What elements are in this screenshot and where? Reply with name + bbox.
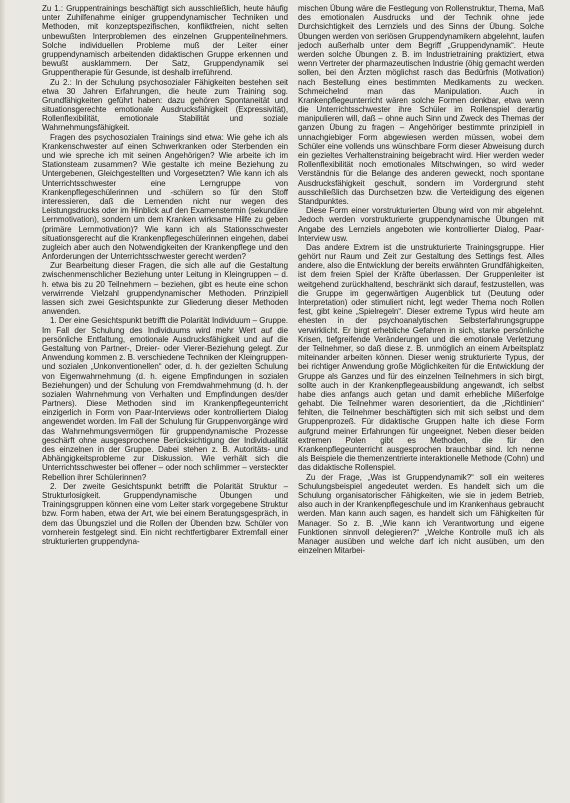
paragraph: Zu der Frage, „Was ist Gruppendynamik?“ soll ein weiteres Schulungsbeispiel angedeutet werden. Es handelt sich um die Schulung organisatorischer Fähigkeiten, wie sie in jedem Betrieb, also auch in der Krankenpflegeschule und im Krankenhaus gebraucht werden. Man kann auch sagen, es handelt sich um Fähigkeiten für Manager. So z. B. „Wie kann ich Verantwortung und eigene Funktionen sinnvoll delegieren?“ „Welche Kontrolle muß ich als Manager ausüben und welche darf ich nicht ausüben, um den einzelnen Mitarbei- <box>298 472 544 556</box>
page-edge-shadow <box>0 0 6 803</box>
paragraph: 1. Der eine Gesichtspunkt betrifft die Polarität Individuum – Gruppe. Im Fall der Schulung des Individuums wird mehr Wert auf die persönliche Entfaltung, emotionale Ausdrucksfähigkeit und auf die Gestaltung von Partner-, Dreier- oder Vierer-Beziehung gelegt. Zur Anwendung kommen z. B. verschiedene Techniken der Kleingruppen- und sozialen „Unkonventionellen“ oder, d. h. der gezielten Schulung von Eigenwahrnehmung (d. h. eigene Empfindungen in sozialen Beziehungen) und der Schulung von Fremdwahrnehmung (d. h. der sozialen Wahrnehmung von Verhalten und Empfindungen des/der Partners). Diese Methoden sind im Krankenpflegeunterricht einzigerlich in Form von Paar-Interviews oder kontrolliertem Dialog angewendet worden. Im Fall der Schulung für Gruppenvorgänge wird das Wahrnehmungsvermögen für gruppendynamische Prozesse geschärft ohne ausgesprochene Berücksichtigung der Individualität des einzelnen in der Gruppe. Dabei stehen z. B. Autoritäts- und Abhängigkeitsprobleme zur Diskussion. Wie verhält sich die Unterrichtsschwester bei offener – oder noch schlimmer – versteckter Rebellion ihrer Schülerinnen? <box>42 316 288 482</box>
paragraph: Zu 2.: In der Schulung psychosozialer Fähigkeiten bestehen seit etwa 30 Jahren Erfahrungen, die heute zum Training sog. Grundfähigkeiten geführt haben: dazu gehören Spontaneität und situationsgerechte emotionale Ausdrucksfähigkeit (Expressivität), Rollenflexibilität, emotionale Stabilität und soziale Wahrnehmungsfähigkeit. <box>42 77 288 133</box>
paragraph: Das andere Extrem ist die unstrukturierte Trainingsgruppe. Hier gehört nur Raum und Zeit zur Gestaltung des Settings fest. Alles andere, also die Entwicklung der bereits erwähnten Grundfähigkeiten, ist dem freien Spiel der Kräfte überlassen. Der Gruppenleiter ist weitgehend zurückhaltend, beschränkt sich darauf, festzustellen, was die Gruppe im gegenwärtigen Augenblick tut (Deutung oder Interpretation) oder stimuliert nicht, legt weder Thema noch Rollen fest, gibt keine „Spielregeln“. Dieser extreme Typus wird heute am ehesten in der psychoanalytischen Selbsterfahrungsgruppe verwirklicht. Er birgt erhebliche Gefahren in sich, starke persönliche Krisen, tiefgreifende Veränderungen und die emotionale Verletzung der Teilnehmer, so daß diese z. B. unmöglich an einem Arbeitsplatz miteinander arbeiten können. Dieser wenig strukturierte Typus, der bei richtiger Anwendung große Möglichkeiten für die Entwicklung der Gruppe als Ganzes und für des einzelnen Teilnehmers in sich birgt, sollte auch in der Krankenpflegeausbildung angewandt, ich selbst habe dies anfangs auch getan und damit erhebliche Mißerfolge gehabt. Die Teilnehmer waren desorientiert, da die „Richtlinien“ fehlten, die Teilnehmer beschäftigten sich mit sich selbst und dem Gruppenprozeß. Für didaktische Gruppen halte ich diese Form aufgrund meiner Erfahrungen für ungeeignet. Neben dieser beiden extremen Polen gibt es Methoden, die für den Krankenpflegeunterricht ausgesprochen brauchbar sind. Ich nenne als Beispiele die themenzentrierte interaktionelle Methode (Cohn) und das didaktische Rollenspiel. <box>298 242 544 473</box>
paragraph: Fragen des psychosozialen Trainings sind etwa: Wie gehe ich als Krankenschwester auf einen Schwerkranken oder Sterbenden ein und wie spreche ich mit seinen Angehörigen? Wie arbeite ich im Stationsteam zusammen? Wie gestalte ich meine Beziehung zu Untergebenen, Gleichgestellten und Vorgesetzten? Wie kann ich als Unterrichtsschwester eine Lerngruppe von Krankenpflegeschülerinnen und -schülern so für den Stoff interessieren, daß die Lernenden nicht nur wegen des Leistungsdrucks oder im Hinblick auf den Examenstermin (sekundäre Lernmotivation), sondern um dem Kranken wirksame Hilfe zu geben (primäre Lernmotivation)? Wie kann ich als Stationsschwester situationsgerecht auf die Krankenpflegeschülerinnen eingehen, dabei zugleich aber auch den Notwendigkeiten der Krankenpflege und den Anforderungen der Unterrichtsschwester gerecht werden? <box>42 132 288 262</box>
paragraph: Diese Form einer vorstrukturierten Übung wird von mir abgelehnt. Jedoch werden vorstrukturierte gruppendynamische Übungen mit Angabe des Lernziels angeboten wie kontrollierter Dialog, Paar-Interview usw. <box>298 206 544 243</box>
paragraph: mischen Übung wäre die Festlegung von Rollenstruktur, Thema, Maß des emotionalen Ausdrucks und der Technik ohne jede Durchsichtigkeit des Lernziels und des Sinns der Übung. Solche Übungen werden von seriösen Gruppendynamikern abgelehnt, laufen jedoch außerhalb unter dem Begriff „Gruppendynamik“. Heute werden solche Übungen z. B. im Industrietraining praktiziert, etwa wenn Vertreter der pharmazeutischen Industrie (öhig gemacht werden sollen, bei den Ärzten möglichst rasch das Bedürfnis (Motivation) nach Bestellung eines bestimmten Medikaments zu wecken. Schmeichelnd man das Manipulation. Auch in Krankenpflegeunterricht wären solche Formen denkbar, etwa wenn die Unterrichtsschwester ihre Schüler im Rollenspiel derartig manipulieren will, daß – ohne auch Sinn und Zweck des Themas der ganzen Übung zu fragen – Angehöriger bestimmte prinzipiell in unnachgiebiger Form abgewiesen werden müssen, wobei dem Schüler eine vollends uns wünschbare Form dieser Abweisung durch ein gezieltes Verhaltenstraining beigebracht wird. Hier werden weder Rollenflexibilität noch emotionales Mitschwingen, so wird weder Verständnis für die Belange des anderen geweckt, noch spontane Ausdrucksfähigkeit geschult, sondern im Vordergrund steht ausschließlich das Durchsetzen bzw. die Verteidigung des eigenen Standpunktes. <box>298 4 544 206</box>
paragraph: Zu 1.: Gruppentrainings beschäftigt sich ausschließlich, heute häufig unter Zuhilfenahme einiger gruppendynamischer Techniken und Methoden, mit konzeptspezifischen, konfliktfreien, nicht selten unbewußten Interproblemen des einzelnen Gruppenteilnehmers. Solche individuellen Probleme muß der Leiter einer gruppendynamisch arbeitenden didaktischen Gruppe erkennen und bewußt ausklammern. Der Satz, Gruppendynamik sei Gruppentherapie für Gesunde, ist deshalb irreführend. <box>42 4 288 78</box>
left-text-column <box>42 4 288 546</box>
right-text-column <box>298 4 544 555</box>
paragraph: Zur Bearbeitung dieser Fragen, die sich alle auf die Gestaltung zwischenmenschlicher Beziehung unter Leitung in Kleingruppen – d. h. etwa bis zu 20 Teilnehmern – beziehen, gibt es heute eine schon verwirrende Vielzahl gruppendynamischer Methoden. Prinzipiell lassen sich zwei Gesichtspunkte zur Gliederung dieser Methoden anwenden. <box>42 261 288 317</box>
paragraph: 2. Der zweite Gesichtspunkt betrifft die Polarität Struktur – Strukturlosigkeit. Gruppendynamische Übungen und Trainingsgruppen können eine vom Leiter stark vorgegebene Struktur bzw. Form haben, etwa der Art, wie bei einem Beratungsgespräch, in dem das Übungsziel und die Rollen der Übenden bzw. Schüler von vornherein festgelegt sind. Ein nicht rechtfertigbarer Extremfall einer strukturierten gruppendyna- <box>42 481 288 546</box>
